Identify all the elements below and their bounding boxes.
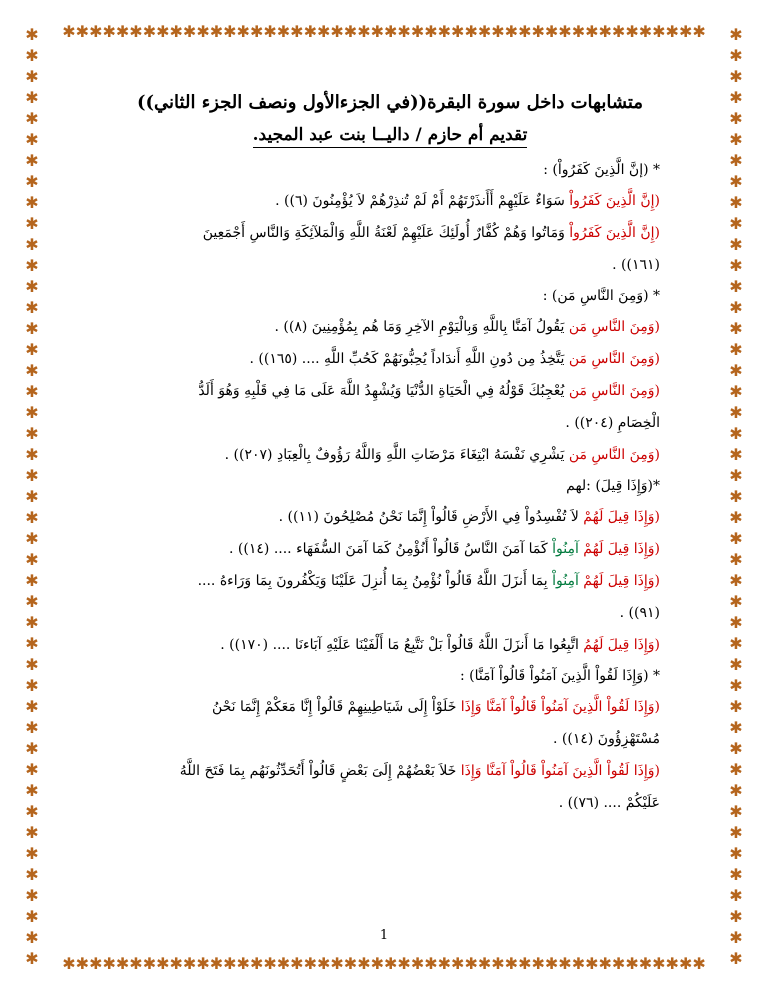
highlight-phrase: (وَمِنَ النَّاسِ مَن xyxy=(568,447,660,463)
page-subtitle xyxy=(120,125,660,145)
verse-text: لاَ تُفْسِدُواْ فِي الأَرْضِ قَالُواْ إِنَّمَا نَحْنُ مُصْلِحُونَ (١١)) . xyxy=(278,509,584,525)
verse-line xyxy=(120,343,660,375)
verse-text: يُعْجِبُكَ قَوْلُهُ فِي الْحَيَاةِ الدُّنْيَا وَيُشْهِدُ اللَّهَ عَلَى مَا فِي قَلْبِهِ وَهُوَ أَلَدُّ xyxy=(198,383,569,399)
verse-line xyxy=(120,217,660,249)
verse-line xyxy=(120,185,660,217)
subtitle-text: تقديم أم حازم / داليــا بنت عبد المجيد. xyxy=(253,125,528,148)
highlight-phrase: (إِنَّ الَّذِينَ كَفَرُواْ xyxy=(569,193,660,209)
highlight-word: آمِنُواْ xyxy=(552,541,584,557)
left-border: ✱ ✱ ✱ ✱ ✱ ✱ ✱ ✱ ✱ ✱ ✱ ✱ ✱ ✱ ✱ ✱ ✱ ✱ ✱ ✱ ✱ ✱ ✱ ✱ ✱ ✱ ✱ ✱ ✱ ✱ ✱ ✱ ✱ ✱ ✱ ✱ ✱ ✱ ✱ ✱ ✱ ✱ ✱ ✱ ✱ xyxy=(25,25,39,968)
verse-line xyxy=(120,565,660,597)
verse-line xyxy=(120,533,660,565)
verse-text: خَلَوْاْ إِلَى شَيَاطِينِهِمْ قَالُواْ إِنَّا مَعَكْمْ إِنَّمَا نَحْنُ xyxy=(211,699,461,715)
section-heading: * (إنَّ الَّذِينَ كَفَرُواْ) : xyxy=(543,162,660,178)
highlight-phrase: (وَمِنَ النَّاسِ مَن xyxy=(568,383,660,399)
bottom-border: ✱✱✱✱✱✱✱✱✱✱✱✱✱✱✱✱✱✱✱✱✱✱✱✱✱✱✱✱✱✱✱✱✱✱✱✱✱✱✱✱✱✱✱✱✱✱✱✱ xyxy=(62,954,706,973)
verse-line: (١٦١)) . xyxy=(612,257,660,273)
verse-text: اتَّبِعُوا مَا أَنزَلَ اللَّهُ قَالُواْ بَلْ نَتَّبِعُ مَا أَلْفَيْنَا عَلَيْهِ آبَاءنَا .... (١٧٠)) . xyxy=(220,637,584,653)
verse-line xyxy=(120,439,660,471)
verse-line xyxy=(120,691,660,723)
page-number: 1 xyxy=(379,928,389,943)
right-border: ✱ ✱ ✱ ✱ ✱ ✱ ✱ ✱ ✱ ✱ ✱ ✱ ✱ ✱ ✱ ✱ ✱ ✱ ✱ ✱ ✱ ✱ ✱ ✱ ✱ ✱ ✱ ✱ ✱ ✱ ✱ ✱ ✱ ✱ ✱ ✱ ✱ ✱ ✱ ✱ ✱ ✱ ✱ ✱ ✱ xyxy=(729,25,743,968)
verse-text: يَقُولُ آمَنَّا بِاللَّهِ وَبِالْيَوْمِ الآخِرِ وَمَا هُم بِمُؤْمِنِينَ (٨)) . xyxy=(274,319,569,335)
highlight-phrase: (وَإِذَا قِيلَ لَهُمُ xyxy=(583,637,660,653)
highlight-phrase: (وَإِذَا قِيلَ لَهُمْ xyxy=(583,573,660,589)
section-heading: * (وَإِذَا لَقُواْ الَّذِينَ آمَنُواْ قَالُواْ آمَنَّا) : xyxy=(459,668,660,684)
top-border: ✱✱✱✱✱✱✱✱✱✱✱✱✱✱✱✱✱✱✱✱✱✱✱✱✱✱✱✱✱✱✱✱✱✱✱✱✱✱✱✱✱✱✱✱✱✱✱✱ xyxy=(62,22,706,41)
highlight-phrase: (إِنَّ الَّذِينَ كَفَرُواْ xyxy=(569,225,660,241)
highlight-phrase: (وَمِنَ النَّاسِ مَن xyxy=(568,319,660,335)
verse-line: عَلَيْكُمْ .... (٧٦)) . xyxy=(558,795,660,811)
verse-text: كَمَا آمَنَ النَّاسُ قَالُواْ أَنُؤْمِنُ كَمَا آمَنَ السُّفَهَاء .... (١٤)) . xyxy=(229,541,553,557)
section-heading: * (وَمِنَ النَّاسِ مَن) : xyxy=(542,288,660,304)
highlight-phrase: (وَإِذَا لَقُواْ الَّذِينَ آمَنُواْ قَالُواْ آمَنَّا وَإِذَا xyxy=(460,699,660,715)
highlight-phrase: (وَمِنَ النَّاسِ مَن xyxy=(568,351,660,367)
highlight-word: آمِنُواْ xyxy=(552,573,584,589)
verse-text: يَشْرِي نَفْسَهُ ابْتِغَاءَ مَرْضَاتِ اللَّهِ وَاللَّهُ رَؤُوفٌ بِالْعِبَادِ (٢٠٧)) . xyxy=(224,447,569,463)
verse-line: مُسْتَهْزِؤُونَ (١٤)) . xyxy=(553,731,660,747)
verse-text: سَوَاءٌ عَلَيْهِمْ أَأَنذَرْتَهُمْ أَمْ لَمْ تُنذِرْهُمْ لاَ يُؤْمِنُونَ (٦)) . xyxy=(275,193,570,209)
document-body xyxy=(120,92,660,819)
verse-line: الْخِصَامِ (٢٠٤)) . xyxy=(565,415,660,431)
highlight-phrase: (وَإِذَا قِيلَ لَهُمْ xyxy=(583,541,660,557)
section-heading: *(وَإِذَا قِيلَ) :لهم xyxy=(566,478,660,494)
verse-line xyxy=(120,755,660,787)
verse-text: وَمَاتُوا وَهُمْ كُفَّارٌ أُولَئِكَ عَلَيْهِمْ لَعْنَةُ اللَّهِ وَالْمَلآئِكَةِ وَالنَّاسِ أَجْمَعِينَ xyxy=(202,225,570,241)
verse-text: يَتَّخِذُ مِن دُونِ اللَّهِ أَندَاداً يُحِبُّونَهُمْ كَحُبِّ اللَّهِ .... (١٦٥)) . xyxy=(249,351,569,367)
page-title: متشابهات داخل سورة البقرة((في الجزءالأول ونصف الجزء الثاني)) xyxy=(137,92,643,113)
highlight-phrase: (وَإِذَا قِيلَ لَهُمْ xyxy=(583,509,660,525)
verse-line xyxy=(120,375,660,407)
verse-line xyxy=(120,501,660,533)
highlight-phrase: (وَإِذَا لَقُواْ الَّذِينَ آمَنُواْ قَالُواْ آمَنَّا وَإِذَا xyxy=(460,763,660,779)
verse-line xyxy=(120,311,660,343)
verse-line: (٩١)) . xyxy=(619,605,660,621)
verse-line xyxy=(120,629,660,661)
verse-text: بِمَا أَنزَلَ اللَّهُ قَالُواْ نُؤْمِنُ بِمَا أُنزِلَ عَلَيْنَا وَيَكْفُرونَ بِمَا وَرَاءهُ .... xyxy=(197,573,553,589)
verse-text: خَلاَ بَعْضُهُمْ إِلَىَ بَعْضٍ قَالُواْ أَتُحَدِّثُونَهُم بِمَا فَتَحَ اللَّهُ xyxy=(179,763,461,779)
